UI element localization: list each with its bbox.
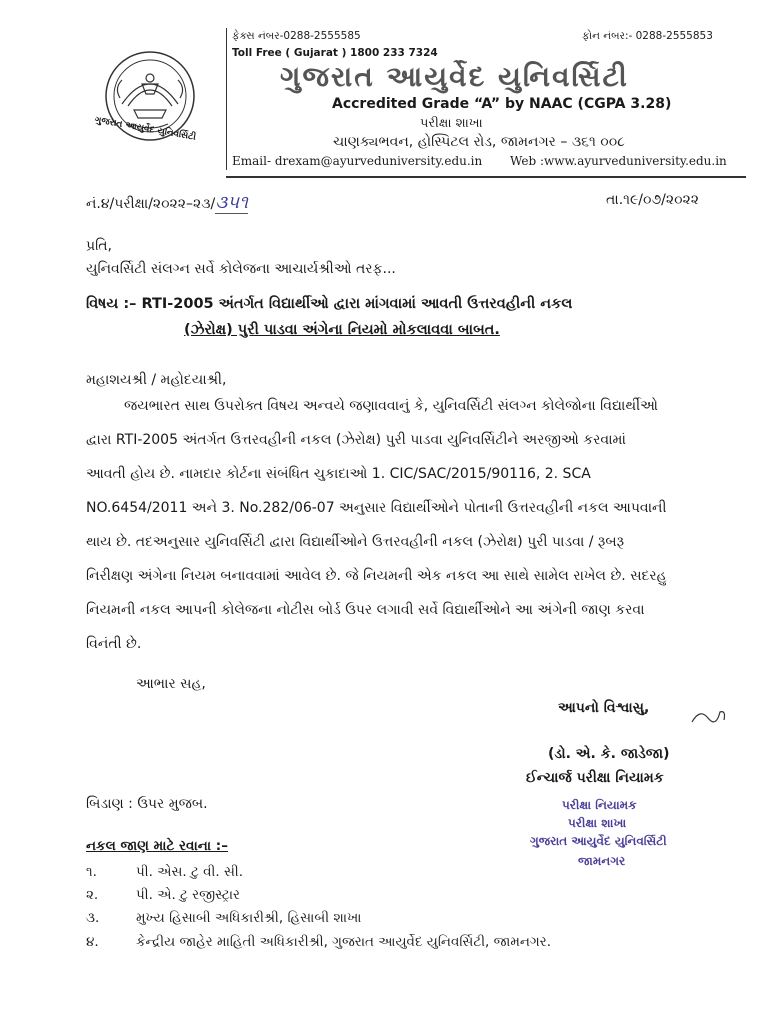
university-name: ગુજરાત આયુર્વેદ યુનિવર્સિટી	[280, 60, 629, 93]
copy-heading: નકલ જાણ માટે રવાના :–	[86, 838, 228, 854]
section-name: પરીક્ષા શાખા	[420, 116, 483, 131]
body-line: વિનંતી છે.	[86, 636, 142, 652]
signatory-name: (ડો. એ. કે. જાડેજા)	[548, 746, 670, 762]
copy-recipient: કેન્દ્રીય જાહેર માહિતી અધિકારીશ્રી, ગુજરાત આયુર્વેદ યુનિવર્સિટી, જામનગર.	[136, 934, 552, 950]
address: ચાણક્યભવન, હોસ્પિટલ રોડ, જામનગર – ૩૬૧ ૦૦૮	[333, 134, 625, 150]
yours-faithfully: આપનો વિશ્વાસુ,	[558, 700, 650, 716]
letter-date: તા.૧૯/૦૭/૨૦૨૨	[606, 192, 699, 208]
stamp-line: ગુજરાત આયુર્વેદ યુનિવર્સિટી	[530, 834, 667, 848]
copy-recipient: પી. એસ. ટુ વી. સી.	[136, 864, 244, 880]
salutation: મહાશયશ્રી / મહોદયાશ્રી,	[86, 372, 227, 388]
thanks: આભાર સહ,	[136, 676, 206, 692]
subject-line-2: (ઝેરોક્ષ) પુરી પાડવા અંગેના નિયમો મોકલાવવા બાબત.	[184, 322, 500, 338]
copy-number: ૨.	[86, 887, 99, 903]
website: Web :www.ayurveduniversity.edu.in	[510, 154, 727, 168]
subject-label: વિષય :–	[86, 296, 137, 312]
reference-handwritten: ૩૫૧	[215, 192, 248, 213]
header-horizontal-rule	[226, 176, 746, 178]
signatory-title: ઈન્ચાર્જ પરીક્ષા નિયામક	[526, 770, 664, 786]
subject	[86, 296, 720, 312]
signature	[690, 700, 730, 734]
copy-number: ૪.	[86, 934, 99, 950]
header-vertical-rule	[226, 28, 227, 170]
recipient: યુનિવર્સિટી સંલગ્ન સર્વે કોલેજના આચાર્યશ્રીઓ તરફ...	[86, 261, 396, 277]
body-line: નિરીક્ષણ અંગેના નિયમ બનાવવામાં આવેલ છે. જે નિયમની એક નકલ આ સાથે સામેલ રાખેલ છે. સદરહુ	[86, 568, 667, 584]
body-line: જયભારત સાથ ઉપરોક્ત વિષય અન્વયે જણાવવાનું કે, યુનિવર્સિટી સંલગ્ન કોલેજોના વિદ્યાર્થીઓ	[124, 398, 658, 414]
to-label: પ્રતિ,	[86, 238, 112, 254]
stamp-line: જામનગર	[578, 854, 626, 868]
copy-recipient: મુખ્ય હિસાબી અધિકારીશ્રી, હિસાબી શાખા	[136, 910, 362, 926]
body-line: નિયમની નકલ આપની કોલેજના નોટીસ બોર્ડ ઉપર લગાવી સર્વે વિદ્યાર્થીઓને આ અંગેની જાણ કરવા	[86, 602, 645, 618]
body-line: થાય છે. તદઅનુસાર યુનિવર્સિટી દ્વારા વિદ્યાર્થીઓને ઉત્તરવહીની નકલ (ઝેરોક્ષ) પુરી પાડવા / રૂબરૂ	[86, 534, 625, 550]
reference-prefix: નં.૪/પરીક્ષા/૨૦૨૨–૨૩/	[86, 196, 216, 212]
stamp-line: પરીક્ષા શાખા	[568, 816, 627, 830]
toll-free-number: Toll Free ( Gujarat ) 1800 233 7324	[232, 47, 438, 59]
copy-recipient: પી. એ. ટુ રજીસ્ટ્રાર	[136, 887, 240, 903]
body-line: દ્વારા RTI-2005 અંતર્ગત ઉત્તરવહીની નકલ (ઝેરોક્ષ) પુરી પાડવા યુનિવર્સિટીને અરજીઓ કરવામાં	[86, 432, 626, 448]
enclosure: બિડાણ : ઉપર મુજબ.	[86, 796, 208, 812]
logo-caption-text: ગુજરાત આયુર્વેદ યુનિવર્સિટી	[93, 115, 197, 143]
fax-number: ફેક્સ નંબર-0288-2555585	[232, 30, 361, 42]
stamp-line: પરીક્ષા નિયામક	[562, 798, 637, 812]
accreditation: Accredited Grade “A” by NAAC (CGPA 3.28)	[332, 96, 672, 112]
reference-number	[86, 192, 248, 213]
copy-number: ૩.	[86, 910, 100, 926]
phone-number: ફોન નંબર:- 0288-2555853	[582, 30, 713, 42]
body-line: NO.6454/2011 અને 3. No.282/06-07 અનુસાર વિદ્યાર્થીઓને પોતાની ઉત્તરવહીની નકલ આપવાની	[86, 500, 667, 516]
copy-number: ૧.	[86, 864, 97, 880]
email: Email- drexam@ayurveduniversity.edu.in	[232, 154, 483, 168]
subject-line-1: RTI-2005 અંતર્ગત વિદ્યાર્થીઓ દ્વારા માંગવામાં આવતી ઉત્તરવહીની નકલ	[141, 296, 573, 312]
body-line: આવતી હોય છે. નામદાર કોર્ટના સંબંધિત ચુકાદાઓ 1. CIC/SAC/2015/90116, 2. SCA	[86, 466, 591, 482]
